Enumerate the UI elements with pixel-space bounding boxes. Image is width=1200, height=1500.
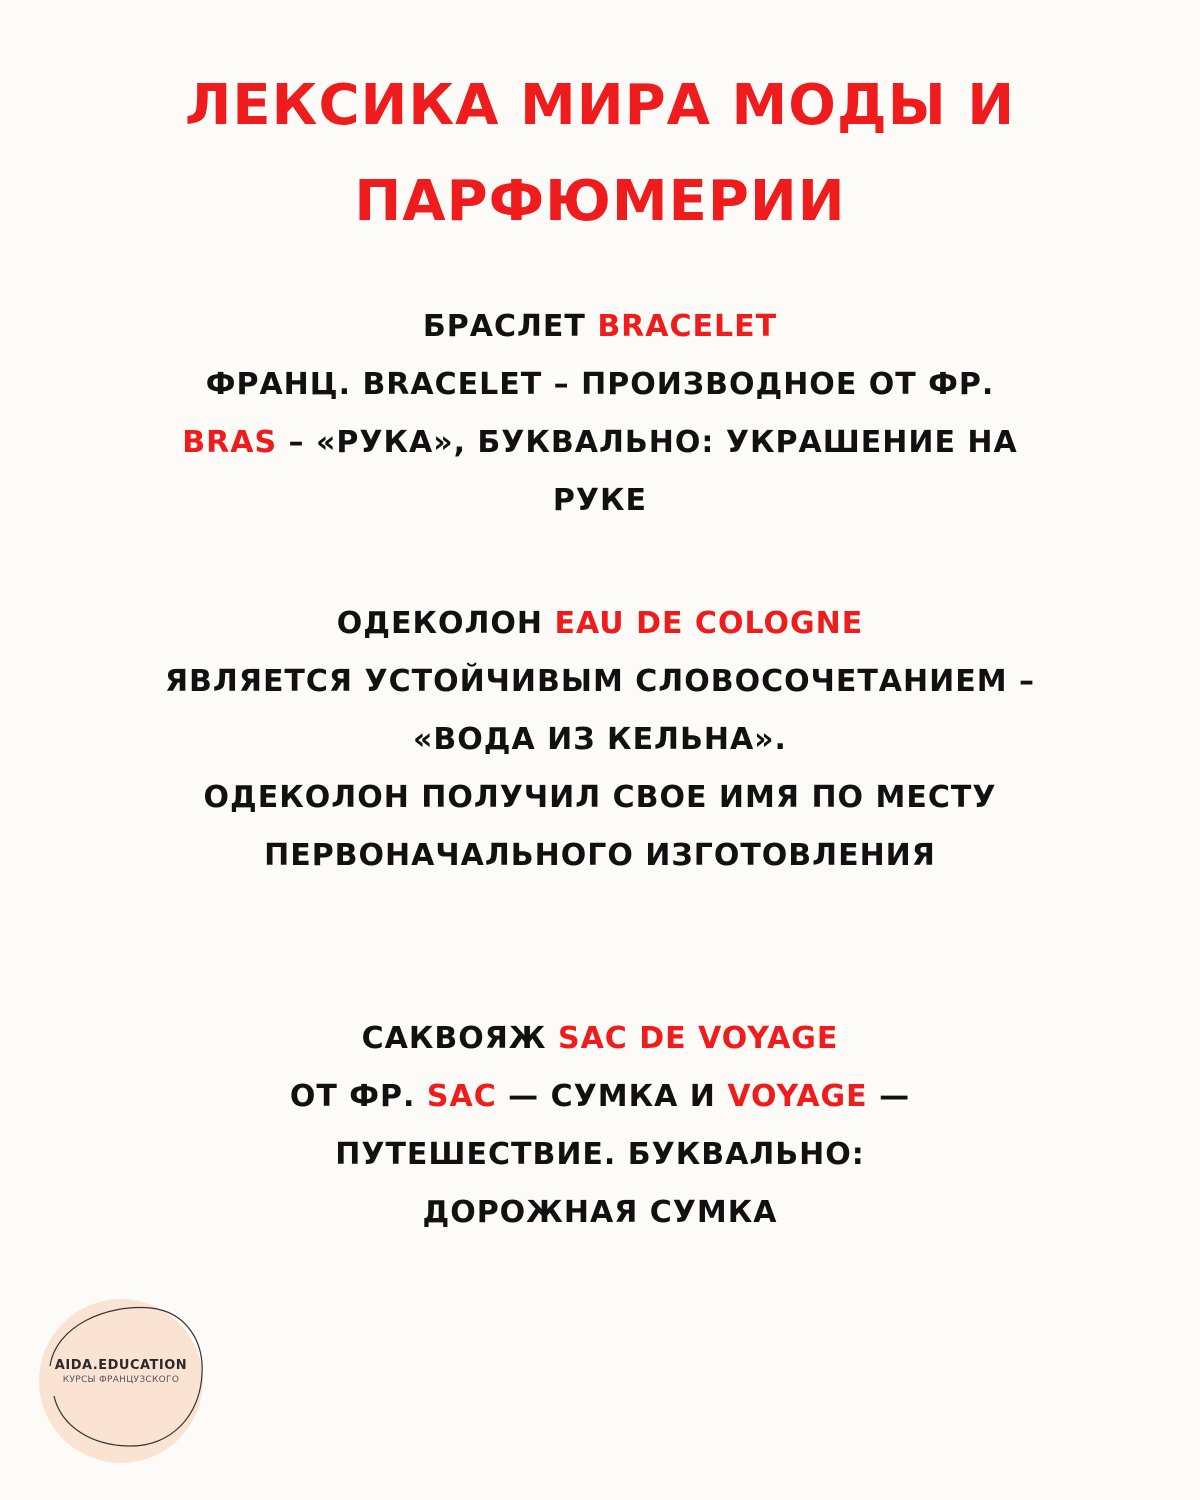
term-ru: ОДЕКОЛОН <box>336 606 544 641</box>
definition-line: ЯВЛЯЕТСЯ УСТОЙЧИВЫМ СЛОВОСОЧЕТАНИЕМ – <box>164 664 1036 699</box>
term-ru: БРАСЛЕТ <box>422 309 586 344</box>
term-fr: EAU DE COLOGNE <box>554 606 864 641</box>
definition-text: ОТ ФР. <box>289 1079 427 1114</box>
entry-cologne <box>0 595 1200 885</box>
logo-subtitle: КУРСЫ ФРАНЦУЗСКОГО <box>62 1375 180 1385</box>
logo-text <box>36 1358 206 1385</box>
definition-line: РУКЕ <box>552 483 648 518</box>
definition-text: — СУМКА И <box>496 1079 728 1114</box>
highlight-word: SAC <box>426 1079 497 1114</box>
title-line-2: ПАРФЮМЕРИИ <box>354 169 846 234</box>
definition-line <box>0 1068 1200 1126</box>
definition-line: ПЕРВОНАЧАЛЬНОГО ИЗГОТОВЛЕНИЯ <box>264 838 936 873</box>
definition-line: ФРАНЦ. BRACELET – ПРОИЗВОДНОЕ ОТ ФР. <box>205 367 995 402</box>
term-heading <box>0 1010 1200 1068</box>
term-heading <box>0 298 1200 356</box>
entry-bracelet <box>0 298 1200 530</box>
definition-text: — <box>867 1079 911 1114</box>
term-heading <box>0 595 1200 653</box>
definition-line: «ВОДА ИЗ КЕЛЬНА». <box>413 722 787 757</box>
term-fr: SAC DE VOYAGE <box>557 1021 839 1056</box>
title-line-1: ЛЕКСИКА МИРА МОДЫ И <box>184 73 1016 138</box>
page-title <box>0 58 1200 250</box>
term-ru: САКВОЯЖ <box>361 1021 547 1056</box>
entry-sac-de-voyage <box>0 1010 1200 1242</box>
definition-line: ДОРОЖНАЯ СУМКА <box>422 1195 778 1230</box>
definition-line: ПУТЕШЕСТВИЕ. БУКВАЛЬНО: <box>335 1137 865 1172</box>
definition-line: ОДЕКОЛОН ПОЛУЧИЛ СВОЕ ИМЯ ПО МЕСТУ <box>203 780 997 815</box>
definition-line <box>0 414 1200 472</box>
highlight-word: BRAS <box>182 425 278 460</box>
highlight-word: VOYAGE <box>727 1079 868 1114</box>
logo-name: AIDA.EDUCATION <box>54 1358 188 1373</box>
definition-text: – «РУКА», БУКВАЛЬНО: УКРАШЕНИЕ НА <box>277 425 1018 460</box>
term-fr: BRACELET <box>597 309 778 344</box>
brand-logo <box>36 1296 206 1466</box>
